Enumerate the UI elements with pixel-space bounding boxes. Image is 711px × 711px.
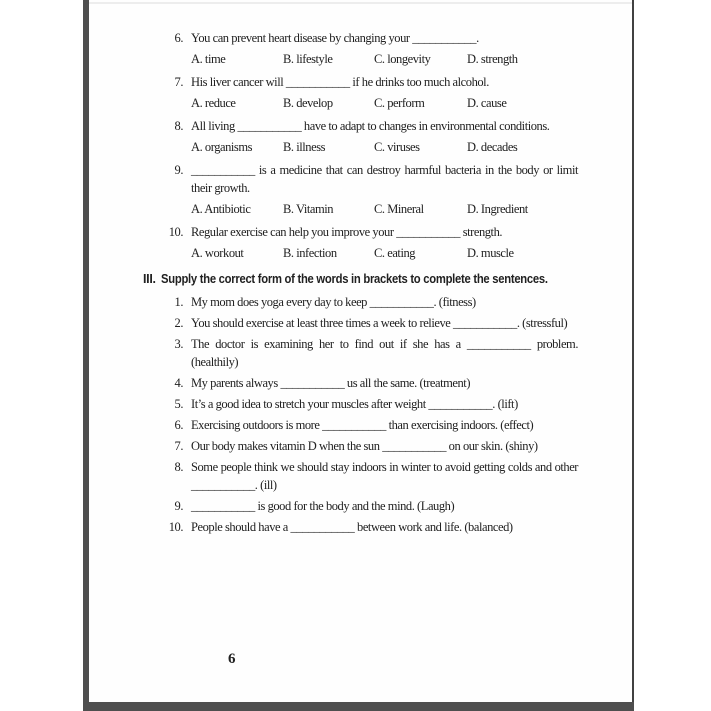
option-b: B. lifestyle <box>283 52 333 66</box>
option-a: A. time <box>191 52 226 66</box>
question-row <box>155 223 578 241</box>
option-b: B. develop <box>283 96 333 110</box>
item-text: People should have a ___________ between work and life. (balanced) <box>191 520 513 534</box>
page-edge-line <box>632 0 634 703</box>
book-spine-bar <box>83 0 89 711</box>
option-c: C. viruses <box>374 140 420 154</box>
option-c: C. perform <box>374 96 425 110</box>
page-content <box>89 0 632 536</box>
options-row <box>155 244 578 262</box>
exercise-item <box>155 395 578 413</box>
exercise-item <box>155 518 578 536</box>
item-text: Some people think we should stay indoors in winter to avoid getting colds and other ___________. (ill) <box>191 460 578 492</box>
option-c: C. eating <box>374 246 416 260</box>
item-number: 7. <box>174 439 183 453</box>
question-number: 10. <box>168 225 183 239</box>
question-row <box>155 73 578 91</box>
options-row <box>155 138 578 156</box>
exercise-item <box>155 437 578 455</box>
question-text: His liver cancer will ___________ if he drinks too much alcohol. <box>191 75 489 89</box>
item-number: 5. <box>174 397 183 411</box>
option-b: B. infection <box>283 246 337 260</box>
item-number: 2. <box>174 316 183 330</box>
item-number: 10. <box>168 520 183 534</box>
option-d: D. strength <box>467 52 518 66</box>
option-d: D. decades <box>467 140 518 154</box>
item-text: It’s a good idea to stretch your muscles after weight ___________. (lift) <box>191 397 518 411</box>
option-c: C. Mineral <box>374 202 424 216</box>
item-text: Our body makes vitamin D when the sun ___________ on our skin. (shiny) <box>191 439 538 453</box>
exercise-item <box>155 374 578 392</box>
option-b: B. illness <box>283 140 326 154</box>
section-header <box>143 270 578 288</box>
question-row <box>155 161 578 197</box>
item-text: Exercising outdoors is more ___________ than exercising indoors. (effect) <box>191 418 534 432</box>
item-text: You should exercise at least three times a week to relieve ___________. (stressful) <box>191 316 568 330</box>
option-d: D. cause <box>467 96 507 110</box>
section-roman-numeral: III. <box>143 272 156 286</box>
question-number: 7. <box>174 75 183 89</box>
option-d: D. muscle <box>467 246 514 260</box>
option-d: D. Ingredient <box>467 202 528 216</box>
question-row <box>155 117 578 135</box>
exercise-item <box>155 293 578 311</box>
item-text: The doctor is examining her to find out if she has a ___________ problem. (healthily) <box>191 337 578 369</box>
option-a: A. organisms <box>191 140 253 154</box>
options-row <box>155 94 578 112</box>
page-top-edge-line <box>89 2 632 4</box>
exercise-item <box>155 335 578 371</box>
question-row <box>155 29 578 47</box>
question-text: You can prevent heart disease by changing your ___________. <box>191 31 479 45</box>
option-c: C. longevity <box>374 52 431 66</box>
question-text: Regular exercise can help you improve your ___________ strength. <box>191 225 503 239</box>
item-number: 9. <box>174 499 183 513</box>
option-a: A. workout <box>191 246 244 260</box>
item-number: 8. <box>174 460 183 474</box>
workbook-page <box>89 0 632 702</box>
option-a: A. reduce <box>191 96 236 110</box>
item-number: 6. <box>174 418 183 432</box>
item-text: My mom does yoga every day to keep ___________. (fitness) <box>191 295 476 309</box>
exercise-item <box>155 497 578 515</box>
question-number: 6. <box>174 31 183 45</box>
question-number: 9. <box>174 163 183 177</box>
question-number: 8. <box>174 119 183 133</box>
options-row <box>155 50 578 68</box>
item-number: 1. <box>174 295 183 309</box>
item-text: ___________ is good for the body and the mind. (Laugh) <box>191 499 455 513</box>
option-a: A. Antibiotic <box>191 202 251 216</box>
exercise-item <box>155 314 578 332</box>
question-text: ___________ is a medicine that can destroy harmful bacteria in the body or limit their growth. <box>191 163 578 195</box>
question-text: All living ___________ have to adapt to changes in environmental conditions. <box>191 119 550 133</box>
exercise-item <box>155 416 578 434</box>
option-b: B. Vitamin <box>283 202 334 216</box>
section-title: Supply the correct form of the words in brackets to complete the sentences. <box>160 272 548 286</box>
options-row <box>155 200 578 218</box>
page-bottom-bar <box>83 702 634 711</box>
page-number: 6 <box>228 651 236 667</box>
item-number: 4. <box>174 376 183 390</box>
exercise-item <box>155 458 578 494</box>
item-number: 3. <box>174 337 183 351</box>
item-text: My parents always ___________ us all the same. (treatment) <box>191 376 471 390</box>
